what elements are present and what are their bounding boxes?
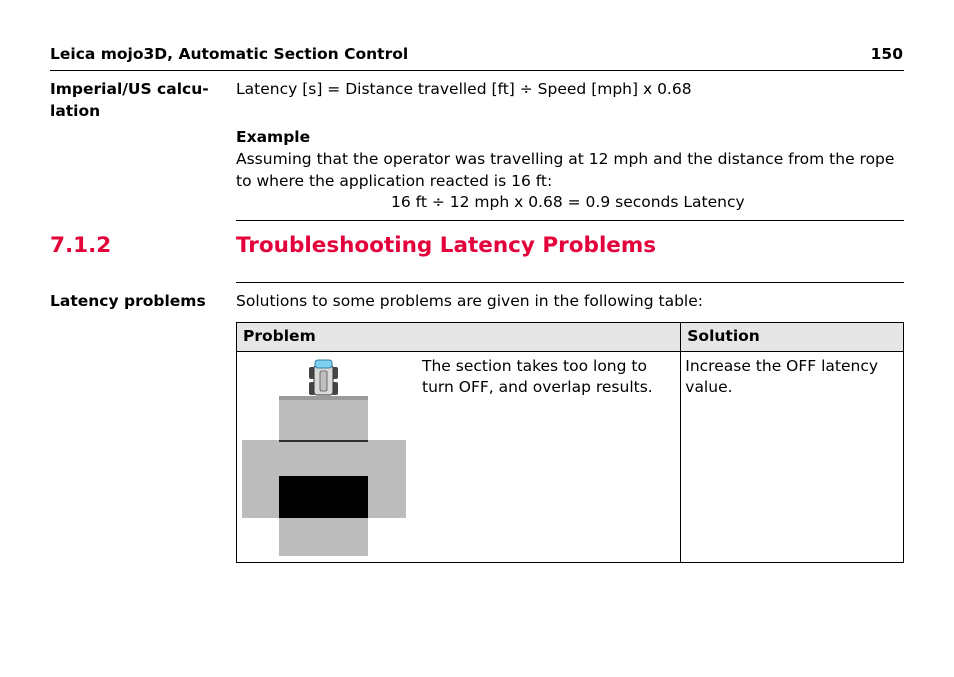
problem-text: The section takes too long to turn OFF, and overlap results.	[422, 357, 653, 396]
side-heading-imperial	[50, 78, 215, 122]
side-heading-line: lation	[50, 102, 101, 120]
page-number: 150	[870, 45, 903, 63]
table-row	[237, 352, 904, 563]
overlap-area	[279, 476, 368, 518]
problem-cell	[237, 352, 681, 563]
overlap-diagram	[241, 358, 407, 558]
spray-boom	[279, 396, 368, 400]
column-header-problem: Problem	[237, 323, 681, 352]
problem-table	[236, 322, 904, 563]
side-heading-latency: Latency problems	[50, 292, 206, 310]
table-header-row	[237, 323, 904, 352]
imperial-formula: Latency [s] = Distance travelled [ft] ÷ Speed [mph] x 0.68	[236, 80, 692, 98]
side-heading-line: Imperial/US calcu-	[50, 80, 209, 98]
section-bottom-rule	[236, 282, 904, 283]
header-rule	[50, 70, 904, 71]
example-heading: Example	[236, 128, 311, 146]
example-result: 16 ft ÷ 12 mph x 0.68 = 0.9 seconds Latency	[391, 193, 745, 211]
example-text: Assuming that the operator was travelling at 12 mph and the distance from the rope to where the application reacted is 16 ft:	[236, 150, 895, 190]
section-title: Troubleshooting Latency Problems	[236, 233, 657, 258]
section-top-rule	[236, 220, 904, 221]
running-header-title: Leica mojo3D, Automatic Section Control	[50, 45, 409, 63]
tractor-top-view-icon	[309, 360, 338, 395]
latency-intro: Solutions to some problems are given in the following table:	[236, 292, 703, 310]
solution-text: Increase the OFF latency value.	[685, 357, 879, 396]
section-number: 7.1.2	[50, 233, 112, 258]
column-header-solution: Solution	[681, 323, 904, 352]
solution-cell	[681, 352, 904, 563]
